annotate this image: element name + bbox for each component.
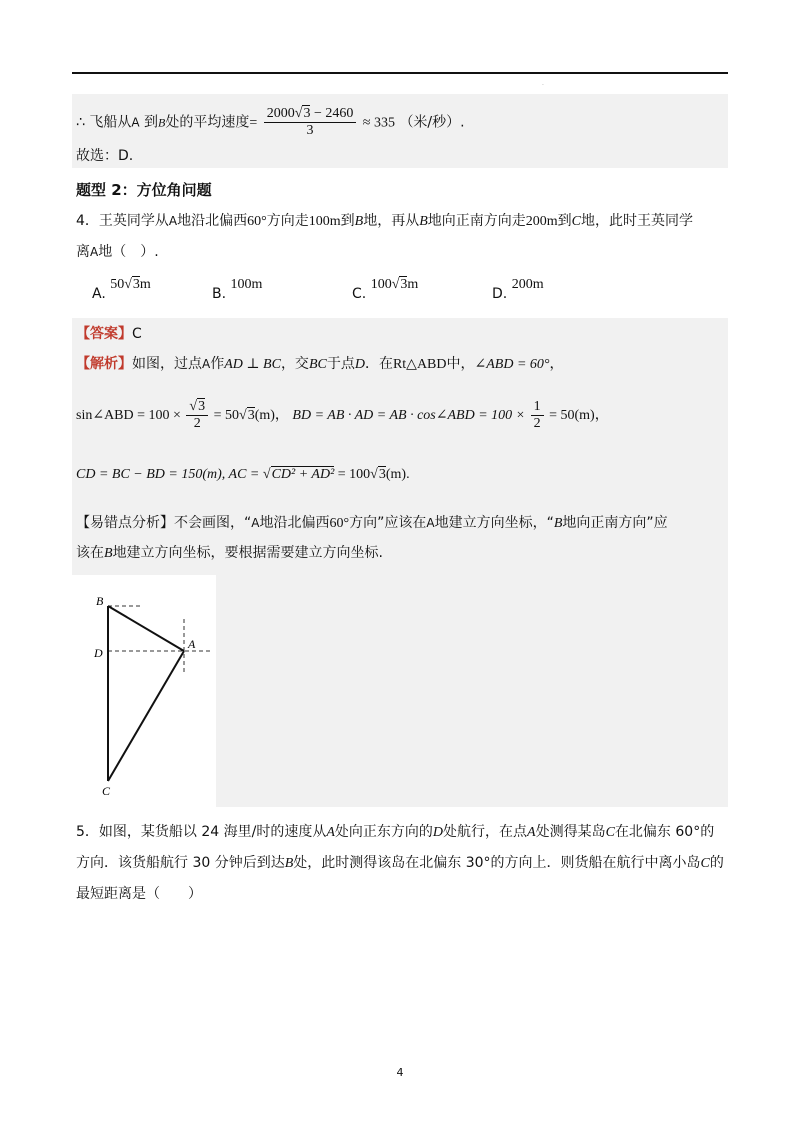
q4-diagram xyxy=(72,575,216,807)
q4-option-a[interactable]: A. 50√3m xyxy=(92,277,151,302)
page-number: 4 xyxy=(396,1066,404,1079)
header-mark: · xyxy=(542,82,544,89)
q4-analysis-line1: 【解析】如图，过点A作AD ⊥ BC，交BC于点D．在Rt△ABD中，∠ABD = 60°， xyxy=(76,356,564,372)
fraction-1-over-2: $\frac{1}{2}$ xyxy=(531,399,544,432)
prev-answer: 故选：D. xyxy=(76,148,134,164)
label-c: C xyxy=(102,784,111,798)
prev-speed-line: ∴ 飞船从A 到B处的平均速度= $\frac{2000√3 - 2460}{3}$ ≈ 335 （米/秒）. xyxy=(76,106,465,138)
label-b: B xyxy=(96,594,104,608)
q4-answer: 【答案】C xyxy=(76,326,142,342)
section-title: 题型 2：方位角问题 xyxy=(76,181,212,199)
q4-option-d[interactable]: D. 200m xyxy=(492,277,544,302)
q4-analysis-line3: CD = BC − BD = 150(m), AC = √CD² + AD² = 100√3(m). xyxy=(76,467,410,482)
q5-stem-line3: 最短距离是（ ） xyxy=(76,886,202,902)
q5-stem-line1: 5．如图，某货船以 24 海里/时的速度从A处向正东方向的D处航行，在点A处测得某岛C在北偏东 60°的 xyxy=(76,824,715,840)
q4-option-c[interactable]: C. 100√3m xyxy=(352,277,419,302)
header-rule xyxy=(72,72,728,74)
q4-error-line2: 该在B地建立方向坐标，要根据需要建立方向坐标. xyxy=(76,545,384,561)
fraction-sqrt3-over-2: $\frac{√3}{2}$ xyxy=(186,399,208,432)
q4-error-line1: 【易错点分析】不会画图，“A地沿北偏西60°方向”应该在A地建立方向坐标，“B地向正南方向”应 xyxy=(76,515,668,531)
label-a: A xyxy=(188,637,196,651)
q4-option-b[interactable]: B. 100m xyxy=(212,277,263,302)
q4-stem-line1: 4．王英同学从A地沿北偏西60°方向走100m到B地，再从B地向正南方向走200m到C地，此时王英同学 xyxy=(76,213,693,229)
q4-stem-line2: 离A地（ ）. xyxy=(76,244,159,260)
q4-analysis-line2: sin∠ABD = 100 × $\frac{√3}{2}$ = 50√3(m)， BD = AB · AD = AB · cos∠ABD = 100 × $\frac{1}{2}$ = 50(m)， xyxy=(76,399,609,432)
label-d: D xyxy=(94,646,103,660)
prev-speed-fraction: $\frac{2000√3 - 2460}{3}$ xyxy=(264,106,357,139)
q5-stem-line2: 方向．该货船航行 30 分钟后到达B处，此时测得该岛在北偏东 30°的方向上．则货船在航行中离小岛C的 xyxy=(76,855,724,871)
diagram-background xyxy=(72,575,216,807)
triangle-diagram xyxy=(72,575,216,807)
